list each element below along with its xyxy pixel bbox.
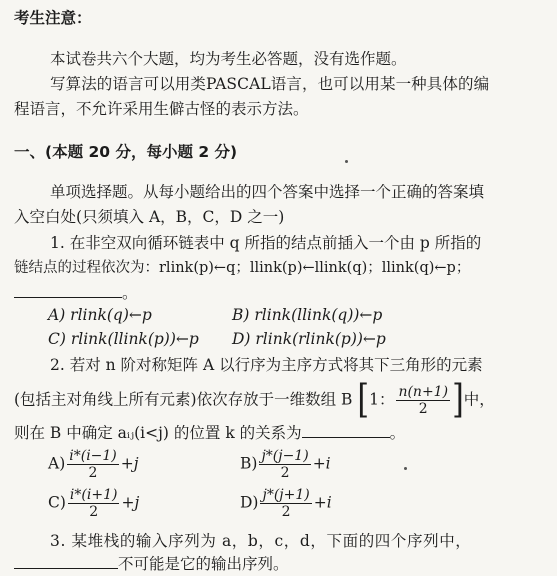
q2-option-d [240, 487, 332, 520]
q2-option-a-denominator: 2 [88, 465, 98, 481]
q2-line2-denominator: 2 [418, 401, 428, 417]
q2-option-d-label: D) [240, 493, 259, 512]
section-intro-line2: 入空白处(只须填入 A，B，C，D 之一) [14, 208, 285, 226]
q1-answer-line [14, 283, 138, 303]
q2-option-c-denominator: 2 [89, 504, 99, 520]
q2-line3 [14, 423, 405, 443]
q1-option-b: B) rlink(llink(q))←p [232, 306, 383, 324]
q2-option-a-numerator: i*(i−1) [69, 448, 117, 464]
q2-line1: 2. 若对 n 阶对称矩阵 A 以行序为主序方式将其下三角形的元素 [50, 356, 483, 374]
q2-option-d-denominator: 2 [281, 504, 291, 520]
q2-line2-fraction [396, 384, 450, 417]
q2-option-c [48, 487, 139, 520]
notice-heading: 考生注意： [14, 9, 92, 27]
q2-option-b [240, 448, 331, 481]
q2-line3-text: 则在 B 中确定 aᵢⱼ(i<j) 的位置 k 的关系为 [14, 424, 302, 442]
q3-line1: 3. 某堆栈的输入序列为 a，b，c，d，下面的四个序列中， [50, 532, 472, 550]
q1-option-d: D) rlink(rlink(p))←p [232, 330, 386, 348]
q2-option-c-label: C) [48, 493, 66, 512]
notice-para2-line2: 程语言，不允许采用生僻古怪的表示方法。 [14, 100, 309, 118]
q2-line2-numerator: n(n+1) [398, 384, 449, 400]
q1-line2: 链结点的过程依次为：rlink(p)←q；llink(p)←llink(q)；llink(q)←p； [14, 260, 471, 276]
q2-option-b-tail: +i [312, 454, 331, 473]
q2-option-d-tail: +i [313, 493, 332, 512]
q2-option-a-tail: +j [120, 454, 139, 473]
q1-option-a: A) rlink(q)←p [48, 306, 152, 324]
q3-line2-row [14, 554, 289, 574]
notice-para2-line1: 写算法的语言可以用类PASCAL语言，也可以用某一种具体的编 [50, 75, 490, 93]
q2-line3-end: 。 [389, 424, 406, 442]
left-bracket: [ [357, 377, 370, 423]
q2-option-b-label: B) [240, 454, 258, 473]
q2-option-c-tail: +j [121, 493, 140, 512]
scan-speck [345, 160, 348, 163]
q2-line2-post: 中， [463, 390, 495, 409]
notice-para1: 本试卷共六个大题，均为考生必答题，没有选作题。 [50, 50, 407, 68]
q1-line1: 1. 在非空双向循环链表中 q 所指的结点前插入一个由 p 所指的 [50, 234, 482, 252]
q2-option-b-numerator: j*(j−1) [261, 448, 309, 464]
scan-speck [404, 467, 407, 470]
q1-line2-end: 。 [122, 284, 138, 302]
section-intro-line1: 单项选择题。从每小题给出的四个答案中选择一个正确的答案填 [50, 183, 485, 201]
q2-line2-one: 1： [369, 390, 395, 409]
q2-option-a [48, 448, 139, 481]
q1-option-c: C) rlink(llink(p))←p [48, 330, 199, 348]
q2-option-a-label: A) [48, 454, 66, 473]
q2-option-c-numerator: i*(i+1) [69, 487, 118, 503]
q2-option-d-numerator: j*(j+1) [262, 487, 310, 503]
q3-line2: 不可能是它的输出序列。 [118, 555, 289, 573]
q2-answer-blank [302, 423, 390, 438]
q1-answer-blank [14, 283, 122, 298]
q2-line2 [14, 377, 495, 423]
q3-answer-blank [14, 554, 118, 569]
right-bracket: ] [452, 377, 464, 423]
q2-line2-text: (包括主对角线上所有元素)依次存放于一维数组 B [14, 390, 353, 409]
section-title: 一、(本题 20 分，每小题 2 分) [14, 143, 238, 161]
q2-option-b-denominator: 2 [280, 465, 290, 481]
